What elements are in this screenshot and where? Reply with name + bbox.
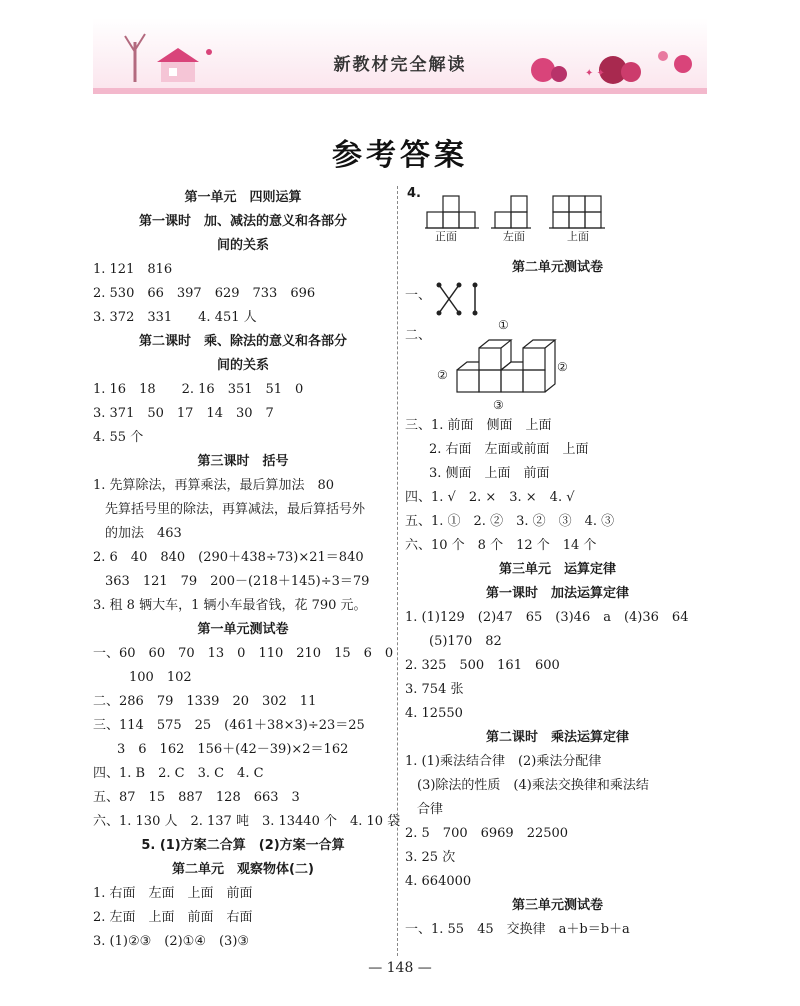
cube-drawing (445, 326, 575, 410)
section-title: 第二单元测试卷 (511, 260, 603, 275)
answer-line: 四、1. √ 2. × 3. × 4. √ (405, 490, 575, 505)
right-answers (405, 414, 710, 942)
q1-label: 一、 (405, 288, 432, 303)
page-number: — 148 — (368, 960, 432, 976)
answer-line: 2. 325 500 161 600 (405, 658, 560, 673)
answer-line: 100 102 (129, 670, 192, 685)
left-column (93, 186, 401, 954)
svg-text:✦ ✦: ✦ ✦ (585, 68, 605, 79)
answer-line: 三、1. 前面 侧面 上面 (405, 418, 552, 433)
answer-line: 1. (1)129 (2)47 65 (3)46 a (4)36 64 (405, 610, 689, 625)
answer-line: 4. 664000 (405, 874, 472, 889)
answer-line: 1. 先算除法，再算乘法，最后算加法 80 (93, 478, 335, 493)
answer-line: 3. 372 331 4. 451 人 (93, 310, 257, 325)
section-title: 第三单元 运算定律 (498, 562, 616, 577)
banner-title: 新教材完全解读 (333, 55, 467, 75)
answer-line: 3. 租 8 辆大车，1 辆小车最省钱，花 790 元。 (93, 598, 367, 613)
answer-line: 4. 55 个 (93, 430, 144, 445)
section-title: 第三单元测试卷 (511, 898, 603, 913)
section-title: 第二课时 乘、除法的意义和各部分 (138, 334, 347, 349)
view-label-left: 左面 (503, 230, 525, 243)
view-label-front: 正面 (435, 230, 457, 243)
answer-line: 2. 6 40 840 (290＋438÷73)×21＝840 (93, 550, 364, 565)
answer-line: 二、286 79 1339 20 302 11 (93, 694, 317, 709)
answer-line: 3. 25 次 (405, 850, 456, 865)
matching-lines (435, 282, 485, 316)
page-title: 参考答案 (332, 138, 468, 173)
answer-line: 六、10 个 8 个 12 个 14 个 (405, 538, 597, 553)
cube-mark-2-left: ② (437, 368, 448, 382)
view-label-top: 上面 (567, 230, 589, 243)
section-title: 第二课时 乘法运算定律 (485, 730, 629, 745)
answer-line: 2. 左面 上面 前面 右面 (93, 910, 253, 925)
cube-mark-2-right: ② (557, 360, 568, 374)
cube-mark-3: ③ (493, 398, 504, 412)
q4-label: 4. (407, 186, 421, 201)
answer-line: 3. 754 张 (405, 682, 464, 697)
header-banner (93, 18, 707, 94)
matching-figure (405, 280, 710, 320)
section-title: 间的关系 (216, 238, 269, 253)
answer-line: 四、1. B 2. C 3. C 4. C (93, 766, 264, 781)
section-title: 第三课时 括号 (197, 454, 289, 469)
answer-line: 1. 右面 左面 上面 前面 (93, 886, 253, 901)
answer-line: 1. (1)乘法结合律 (2)乘法分配律 (405, 754, 602, 769)
answer-line: 3 6 162 156＋(42－39)×2＝162 (117, 742, 349, 757)
answer-line: 3. (1)②③ (2)①④ (3)③ (93, 934, 250, 949)
answer-line: 的加法 463 (105, 526, 182, 541)
cube-figure (405, 320, 710, 414)
answer-line: 2. 5 700 6969 22500 (405, 826, 569, 841)
answer-line: 三、114 575 25 (461＋38×3)÷23＝25 (93, 718, 365, 733)
column-divider (397, 186, 398, 956)
cube-mark-1: ① (498, 318, 509, 332)
section-title: 第一单元测试卷 (197, 622, 289, 637)
answer-line: 五、1. ① 2. ② 3. ② ③ 4. ③ (405, 514, 615, 529)
answer-line: 3. 侧面 上面 前面 (429, 466, 550, 481)
answer-line: 2. 右面 左面或前面 上面 (429, 442, 589, 457)
three-views-figure (405, 186, 710, 256)
section-title: 第一单元 四则运算 (184, 190, 302, 205)
section-title: 第一课时 加法运算定律 (485, 586, 629, 601)
answer-line: 五、87 15 887 128 663 3 (93, 790, 300, 805)
section-title: 5. (1)方案二合算 (2)方案一合算 (141, 838, 345, 853)
answer-line: 4. 12550 (405, 706, 463, 721)
q2-label: 二、 (405, 328, 432, 343)
answer-line: (5)170 82 (429, 634, 502, 649)
answer-line: 1. 16 18 2. 16 351 51 0 (93, 382, 304, 397)
section-title: 间的关系 (216, 358, 269, 373)
answer-line: 一、1. 55 45 交换律 a＋b＝b＋a (405, 922, 630, 937)
answer-line: 合律 (417, 802, 444, 817)
answer-line: 六、1. 130 人 2. 137 吨 3. 13440 个 4. 10 袋 (93, 814, 401, 829)
answer-line: 363 121 79 200－(218＋145)÷3＝79 (105, 574, 370, 589)
answer-line: 先算括号里的除法，再算减法，最后算括号外 (105, 502, 366, 517)
answer-line: 2. 530 66 397 629 733 696 (93, 286, 316, 301)
section-title: 第一课时 加、减法的意义和各部分 (138, 214, 347, 229)
flower-decoration (513, 36, 703, 84)
answer-line: (3)除法的性质 (4)乘法交换律和乘法结 (417, 778, 649, 793)
answer-line: 3. 371 50 17 14 30 7 (93, 406, 274, 421)
right-column (405, 186, 710, 942)
section-title: 第二单元 观察物体(二) (172, 862, 314, 877)
answer-line: 1. 121 816 (93, 262, 173, 277)
answer-line: 一、60 60 70 13 0 110 210 15 6 0 (93, 646, 394, 661)
